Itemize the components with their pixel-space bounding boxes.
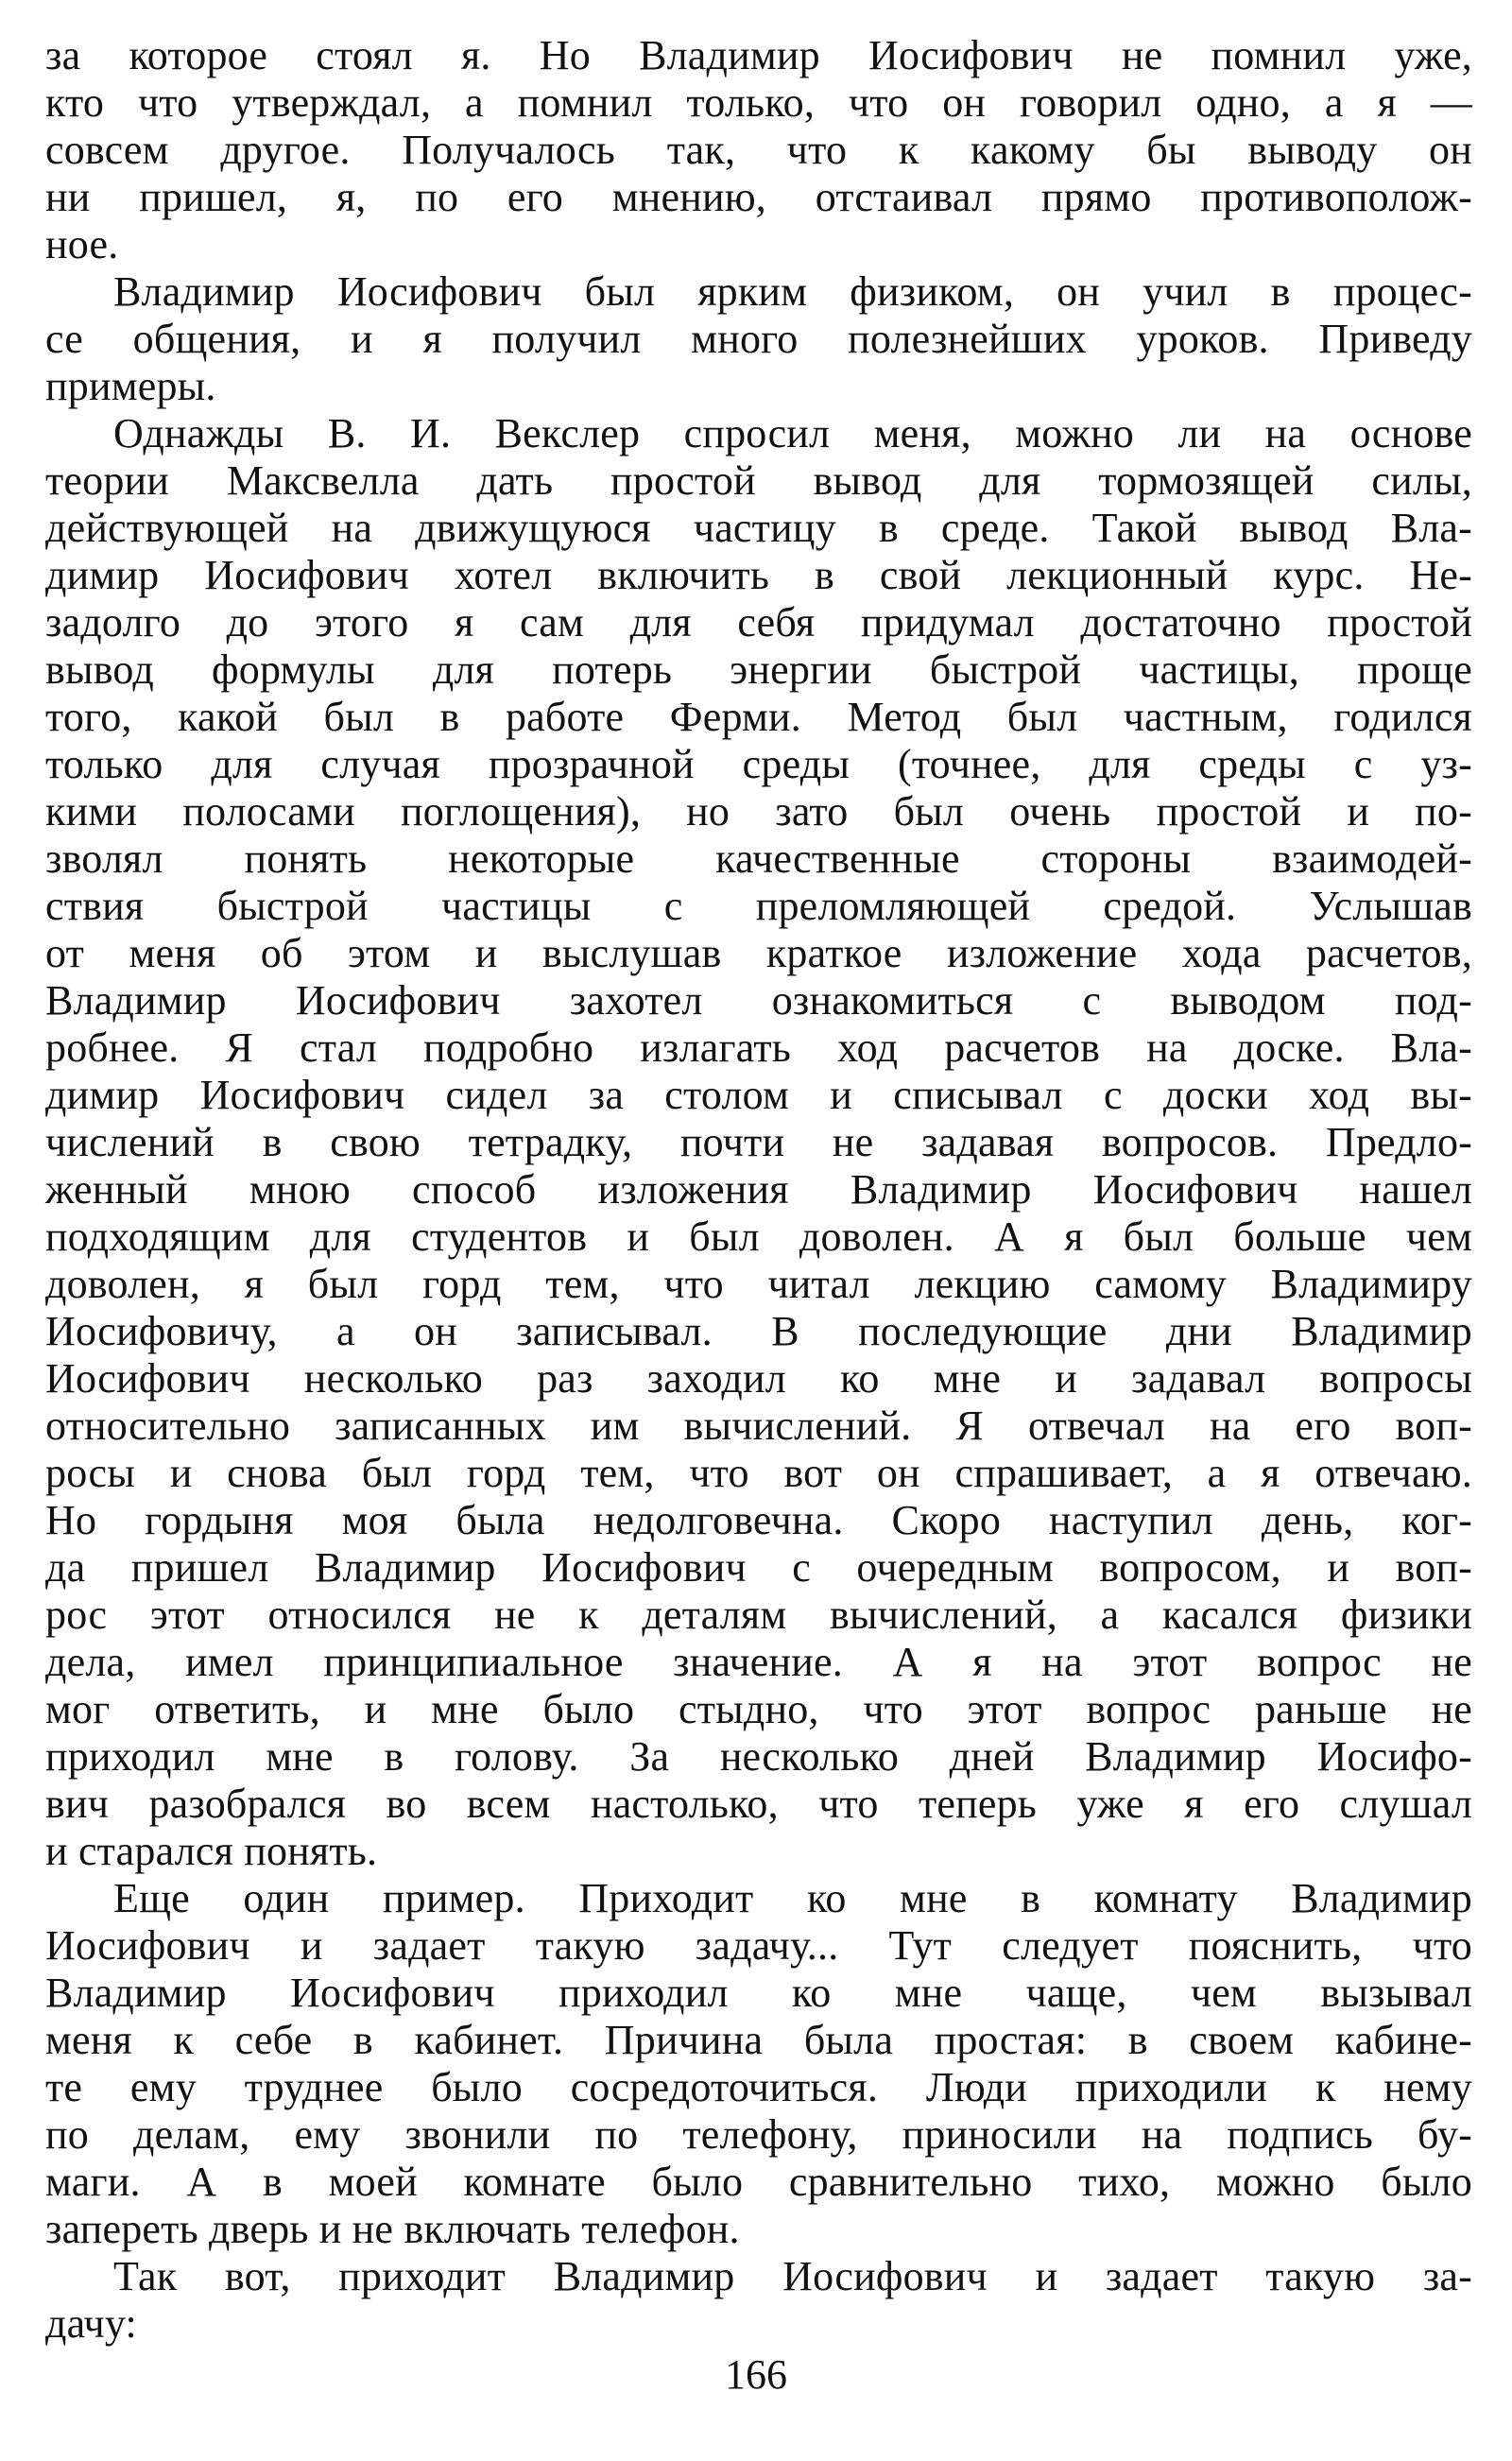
paragraph [45,410,1472,1875]
text-line: Но гордыня моя была недолговечна. Скоро наступил день, ког- [45,1497,1472,1543]
text-line: те ему труднее было сосредоточиться. Люди приходили к нему [45,2064,1472,2110]
text-line: робнее. Я стал подробно излагать ход расчетов на доске. Вла- [45,1024,1472,1071]
text-line: и старался понять. [45,1828,378,1874]
text-line: зволял понять некоторые качественные стороны взаимодей- [45,835,1472,882]
text-line: маги. А в моей комнате было сравнительно тихо, можно было [45,2159,1472,2205]
text-line: димир Иосифович хотел включить в свой лекционный курс. Не- [45,552,1472,598]
paragraph [45,2253,1472,2348]
text-line: доволен, я был горд тем, что читал лекцию самому Владимиру [45,1261,1472,1307]
text-line: только для случая прозрачной среды (точнее, для среды с уз- [45,741,1472,787]
text-line: кто что утверждал, а помнил только, что он говорил одно, а я — [45,79,1472,126]
text-line: запереть дверь и не включать телефон. [45,2206,740,2252]
paragraph [45,1875,1472,2253]
text-line: Владимир Иосифович захотел ознакомиться с выводом под- [45,977,1472,1024]
text-line: Иосифович и задает такую задачу... Тут следует пояснить, что [45,1922,1472,1969]
text-line: вывод формулы для потерь энергии быстрой частицы, проще [45,646,1472,693]
text-line: дела, имел принципиальное значение. А я на этот вопрос не [45,1639,1472,1685]
text-line: примеры. [45,363,216,409]
paragraph [45,32,1472,268]
text-line: рос этот относился не к деталям вычислений, а касался физики [45,1592,1472,1638]
text-line: Так вот, приходит Владимир Иосифович и задает такую за- [113,2253,1472,2299]
text-line: Владимир Иосифович приходил ко мне чаще, чем вызывал [45,1970,1472,2016]
text-line: за которое стоял я. Но Владимир Иосифович не помнил уже, [45,32,1472,78]
text-line: от меня об этом и выслушав краткое изложение хода расчетов, [45,930,1472,976]
text-line: по делам, ему звонили по телефону, приносили на подпись бу- [45,2111,1472,2158]
text-line: действующей на движущуюся частицу в среде. Такой вывод Вла- [45,505,1472,551]
text-line: вич разобрался во всем настолько, что теперь уже я его слушал [45,1781,1472,1827]
text-line: Однажды В. И. Векслер спросил меня, можно ли на основе [113,410,1472,456]
text-line: Иосифовичу, а он записывал. В последующие дни Владимир [45,1308,1472,1354]
page-body [45,32,1472,2348]
text-line: ствия быстрой частицы с преломляющей средой. Услышав [45,883,1472,929]
text-line: Иосифович несколько раз заходил ко мне и задавал вопросы [45,1355,1472,1402]
text-line: да пришел Владимир Иосифович с очередным вопросом, и воп- [45,1544,1472,1591]
text-line: димир Иосифович сидел за столом и списывал с доски ход вы- [45,1072,1472,1118]
text-line: Владимир Иосифович был ярким физиком, он учил в процес- [113,268,1472,315]
text-line: женный мною способ изложения Владимир Иосифович нашел [45,1166,1472,1213]
text-line: меня к себе в кабинет. Причина была простая: в своем кабине- [45,2017,1472,2063]
text-line: мог ответить, и мне было стыдно, что этот вопрос раньше не [45,1686,1472,1732]
text-line: ни пришел, я, по его мнению, отстаивал прямо противополож- [45,174,1472,220]
text-line: дачу: [45,2300,137,2347]
text-line: теории Максвелла дать простой вывод для тормозящей силы, [45,457,1472,504]
text-line: кими полосами поглощения), но зато был очень простой и по- [45,788,1472,835]
text-line: Еще один пример. Приходит ко мне в комнату Владимир [113,1875,1472,1921]
text-line: подходящим для студентов и был доволен. А я был больше чем [45,1213,1472,1260]
text-line: се общения, и я получил много полезнейших уроков. Приведу [45,316,1472,362]
text-line: относительно записанных им вычислений. Я отвечал на его воп- [45,1403,1472,1449]
text-line: задолго до этого я сам для себя придумал достаточно простой [45,599,1472,645]
text-line: приходил мне в голову. За несколько дней Владимир Иосифо- [45,1733,1472,1780]
text-line: ное. [45,221,119,267]
text-line: совсем другое. Получалось так, что к какому бы выводу он [45,127,1472,173]
text-line: числений в свою тетрадку, почти не задавая вопросов. Предло- [45,1119,1472,1165]
page-number: 166 [725,2351,787,2398]
text-line: того, какой был в работе Ферми. Метод был частным, годился [45,694,1472,740]
text-line: росы и снова был горд тем, что вот он спрашивает, а я отвечаю. [45,1450,1472,1496]
paragraph [45,268,1472,410]
